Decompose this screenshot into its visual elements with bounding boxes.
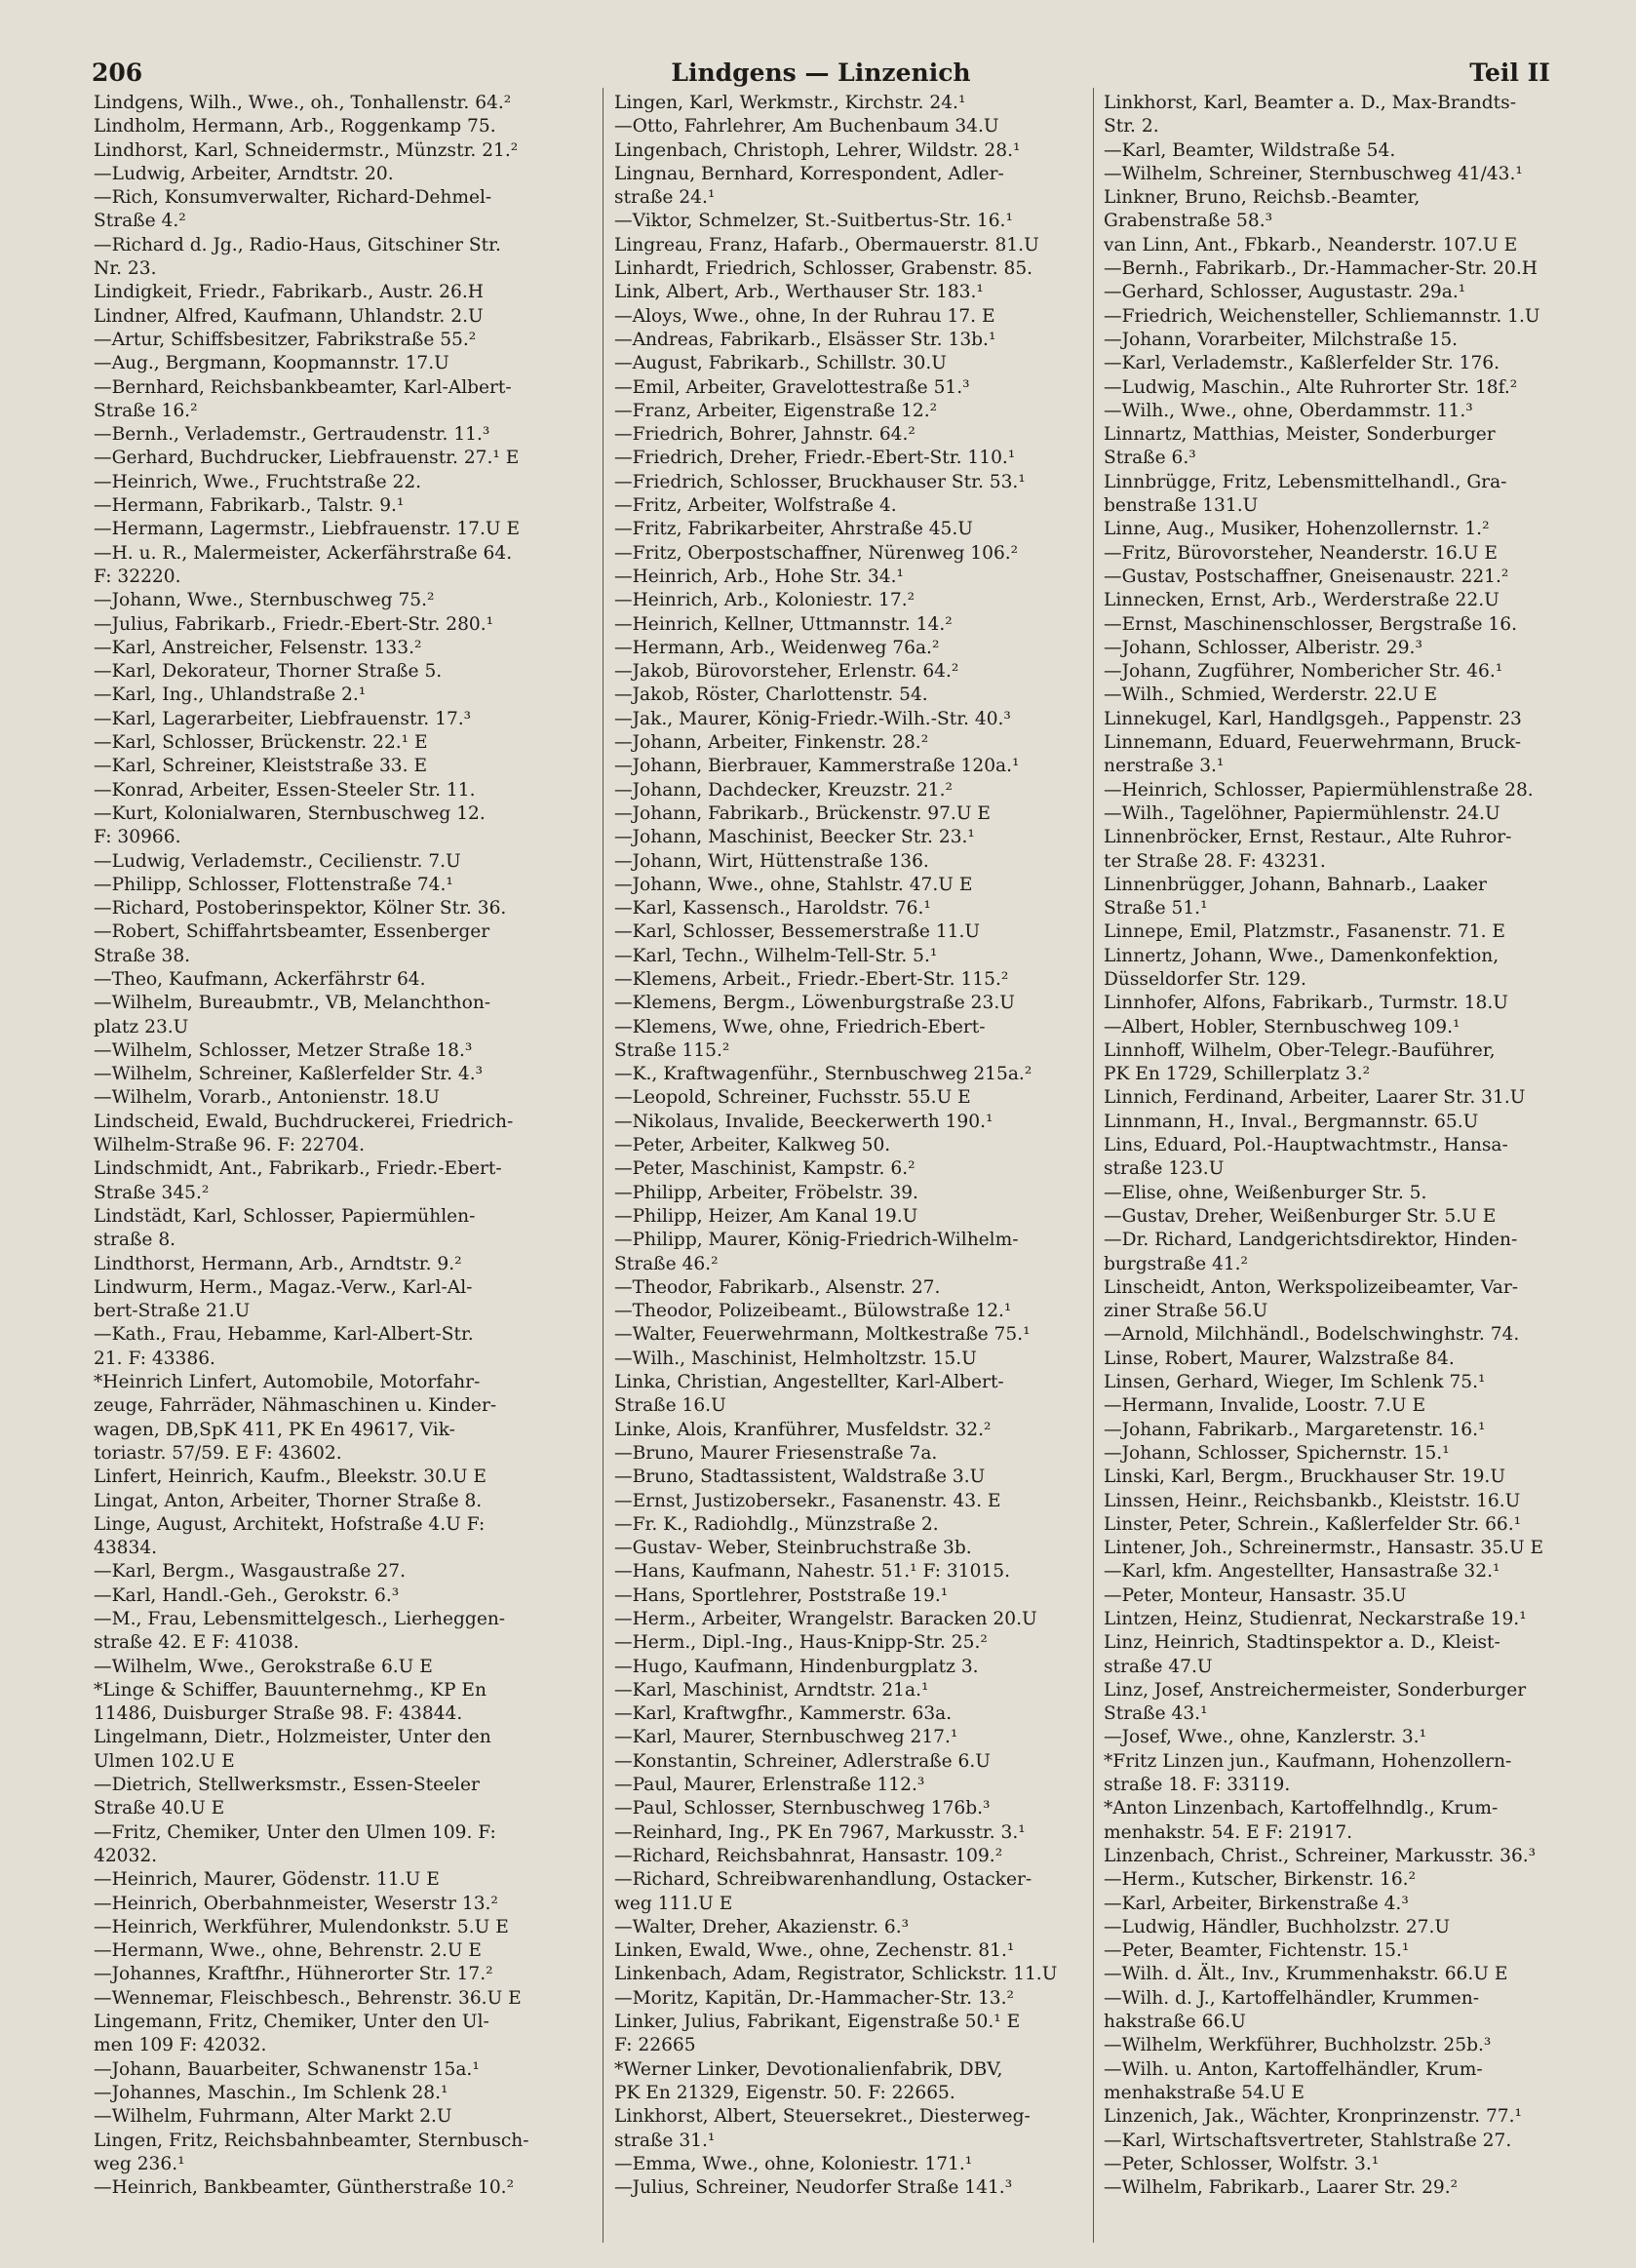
entry-line: Lindigkeit, Friedr., Fabrikarb., Austr. 26.H xyxy=(94,282,484,303)
entry-line: —Heinrich, Kellner, Uttmannstr. 14.² xyxy=(614,613,953,635)
entry-line: Ulmen 102.U E xyxy=(94,1750,235,1772)
entry-line: —Aloys, Wwe., ohne, In der Ruhrau 17. E xyxy=(614,305,995,327)
entry-line: *Linge & Schiffer, Bauunternehmg., KP En xyxy=(94,1679,487,1701)
entry-line: hakstraße 66.U xyxy=(1104,2012,1246,2033)
entry-line: Linster, Peter, Schrein., Kaßlerfelder Str. 66.¹ xyxy=(1104,1513,1522,1535)
entry-line: Straße 6.³ xyxy=(1104,448,1196,469)
entry-line: —Karl, Bergm., Wasgaustraße 27. xyxy=(94,1561,407,1583)
entry-line: —Paul, Maurer, Erlenstraße 112.³ xyxy=(614,1775,925,1796)
entry-line: —Wennemar, Fleischbesch., Behrenstr. 36.U E xyxy=(94,1987,522,2009)
entry-line: Lindner, Alfred, Kaufmann, Uhlandstr. 2.U xyxy=(94,305,484,327)
entry-line: *Anton Linzenbach, Kartoffelhndlg., Krum- xyxy=(1104,1798,1499,1819)
entry-line: straße 31.¹ xyxy=(614,2130,716,2151)
entry-line: —Wilhelm, Wwe., Gerokstraße 6.U E xyxy=(94,1656,433,1677)
entry-line: PK En 1729, Schillerplatz 3.² xyxy=(1104,1064,1371,1085)
entry-line: 21. F: 43386. xyxy=(94,1348,215,1369)
entry-line: —Dr. Richard, Landgerichtsdirektor, Hinden- xyxy=(1104,1230,1518,1251)
entry-line: *Werner Linker, Devotionalienfabrik, DBV, xyxy=(614,2058,1003,2080)
entry-line: —Arnold, Milchhändl., Bodelschwinghstr. 74. xyxy=(1104,1324,1520,1346)
entry-line: —K., Kraftwagenführ., Sternbuschweg 215a.² xyxy=(614,1064,1032,1085)
entry-line: Straße 16.U xyxy=(614,1395,726,1417)
entry-line: straße 47.U xyxy=(1104,1656,1213,1677)
entry-line: Lindwurm, Herm., Magaz.-Verw., Karl-Al- xyxy=(94,1276,473,1298)
entry-line: —Wilh., Tagelöhner, Papiermühlenstr. 24.U xyxy=(1104,802,1500,824)
entry-line: —Wilhelm, Schreiner, Kaßlerfelder Str. 4.³ xyxy=(94,1064,484,1085)
entry-line: —Fritz, Fabrikarbeiter, Ahrstraße 45.U xyxy=(614,519,973,540)
entry-line: —Andreas, Fabrikarb., Elsässer Str. 13b.¹ xyxy=(614,329,996,350)
entry-line: —Johann, Schlosser, Alberistr. 29.³ xyxy=(1104,637,1422,658)
entry-line: —Wilh. d. J., Kartoffelhändler, Krummen- xyxy=(1104,1987,1480,2009)
entry-line: *Fritz Linzen jun., Kaufmann, Hohenzollern- xyxy=(1104,1750,1512,1772)
entry-line: —Johann, Wwe., ohne, Stahlstr. 47.U E xyxy=(614,874,973,895)
entry-line: Linkhorst, Karl, Beamter a. D., Max-Brandts- xyxy=(1104,93,1516,113)
entry-line: Straße 43.¹ xyxy=(1104,1703,1208,1725)
entry-line: —Emil, Arbeiter, Gravelottestraße 51.³ xyxy=(614,376,970,398)
entry-line: —Johann, Wwe., Sternbuschweg 75.² xyxy=(94,590,435,611)
entry-line: Lingreau, Franz, Hafarb., Obermauerstr. 81.U xyxy=(614,234,1039,255)
entry-line: —Johann, Maschinist, Beecker Str. 23.¹ xyxy=(614,827,975,848)
entry-line: —Jak., Maurer, König-Friedr.-Wilh.-Str. 40.³ xyxy=(614,708,1011,729)
entry-line: Straße 38. xyxy=(94,945,191,966)
entry-line: —Karl, Wirtschaftsvertreter, Stahlstraße 27. xyxy=(1104,2130,1512,2151)
entry-line: Wilhelm-Straße 96. F: 22704. xyxy=(94,1135,365,1156)
entry-line: —Karl, kfm. Angestellter, Hansastraße 32.¹ xyxy=(1104,1561,1500,1583)
entry-line: bert-Straße 21.U xyxy=(94,1301,251,1322)
entry-line: Nr. 23. xyxy=(94,258,157,280)
entry-line: —Gustav, Postschaffner, Gneisenaustr. 221.² xyxy=(1104,566,1509,587)
entry-line: Linkhorst, Albert, Steuersekret., Diesterweg- xyxy=(614,2106,1031,2128)
entry-line: Linscheidt, Anton, Werkspolizeibeamter, Var- xyxy=(1104,1276,1518,1298)
entry-line: Lintzen, Heinz, Studienrat, Neckarstraße 19.¹ xyxy=(1104,1609,1527,1629)
entry-line: —Artur, Schiffsbesitzer, Fabrikstraße 55.² xyxy=(94,329,477,350)
column-divider xyxy=(603,88,604,2243)
entry-line: Linzenich, Jak., Wächter, Kronprinzenstr. 77.¹ xyxy=(1104,2106,1522,2128)
entry-line: Linke, Alois, Kranführer, Musfeldstr. 32.² xyxy=(614,1419,992,1440)
entry-line: —Bruno, Stadtassistent, Waldstraße 3.U xyxy=(614,1466,986,1488)
entry-line: —Johann, Bauarbeiter, Schwanenstr 15a.¹ xyxy=(94,2058,480,2080)
entry-line: Linnemann, Eduard, Feuerwehrmann, Bruck- xyxy=(1104,732,1522,754)
entry-line: —Klemens, Wwe, ohne, Friedrich-Ebert- xyxy=(614,1016,986,1037)
entry-line: —Theodor, Fabrikarb., Alsenstr. 27. xyxy=(614,1276,941,1298)
entry-line: —M., Frau, Lebensmittelgesch., Lierheggen- xyxy=(94,1609,506,1629)
entry-line: straße 42. E F: 41038. xyxy=(94,1632,299,1654)
entry-line: —Johann, Schlosser, Spichernstr. 15.¹ xyxy=(1104,1442,1450,1464)
entry-line: —Gustav- Weber, Steinbruchstraße 3b. xyxy=(614,1538,972,1559)
entry-line: —Wilhelm, Vorarb., Antonienstr. 18.U xyxy=(94,1087,440,1109)
entry-line: —Ludwig, Verlademstr., Cecilienstr. 7.U xyxy=(94,850,461,872)
entry-line: Linka, Christian, Angestellter, Karl-Albert- xyxy=(614,1372,1004,1393)
entry-line: —Fritz, Arbeiter, Wolfstraße 4. xyxy=(614,495,897,517)
entry-line: Linker, Julius, Fabrikant, Eigenstraße 50.¹ E xyxy=(614,2012,1021,2033)
entry-line: straße 123.U xyxy=(1104,1158,1225,1180)
entry-line: —Klemens, Arbeit., Friedr.-Ebert-Str. 115.² xyxy=(614,968,1009,990)
entry-line: —Philipp, Schlosser, Flottenstraße 74.¹ xyxy=(94,874,453,895)
entry-line: —Karl, Anstreicher, Felsenstr. 133.² xyxy=(94,637,422,658)
directory-column-2 xyxy=(614,92,1111,2237)
entry-line: —Bruno, Maurer Friesenstraße 7a. xyxy=(614,1442,938,1464)
part-label: Teil II xyxy=(1469,59,1550,87)
entry-line: Linhardt, Friedrich, Schlosser, Grabenstr. 85. xyxy=(614,258,1033,280)
page-header xyxy=(92,51,1550,96)
entry-line: —Robert, Schiffahrtsbeamter, Essenberger xyxy=(94,921,490,943)
entry-line: —Karl, Maurer, Sternbuschweg 217.¹ xyxy=(614,1727,958,1748)
entry-line: —Ernst, Justizobersekr., Fasanenstr. 43. E xyxy=(614,1490,1001,1511)
entry-line: —Heinrich, Schlosser, Papiermühlenstraße 28. xyxy=(1104,779,1534,801)
entry-line: —Karl, Verlademstr., Kaßlerfelder Str. 176. xyxy=(1104,353,1500,374)
entry-line: Lingenbach, Christoph, Lehrer, Wildstr. 28.¹ xyxy=(614,139,1021,161)
entry-line: straße 8. xyxy=(94,1230,176,1251)
entry-line: —Johann, Wirt, Hüttenstraße 136. xyxy=(614,850,929,872)
entry-line: ziner Straße 56.U xyxy=(1104,1301,1268,1322)
entry-line: —Heinrich, Arb., Hohe Str. 34.¹ xyxy=(614,566,904,587)
entry-line: —Klemens, Bergm., Löwenburgstraße 23.U xyxy=(614,993,1015,1014)
entry-line: —Elise, ohne, Weißenburger Str. 5. xyxy=(1104,1182,1427,1203)
entry-line: Straße 4.² xyxy=(94,211,186,232)
entry-line: Linnenbrügger, Johann, Bahnarb., Laaker xyxy=(1104,874,1487,895)
entry-line: Lintener, Joh., Schreinermstr., Hansastr. 35.U E xyxy=(1104,1538,1544,1559)
entry-line: —Aug., Bergmann, Koopmannstr. 17.U xyxy=(94,353,449,374)
entry-line: —Wilh. d. Ält., Inv., Krummenhakstr. 66.U E xyxy=(1104,1964,1508,1985)
entry-line: Lingen, Fritz, Reichsbahnbeamter, Sternbusch- xyxy=(94,2130,529,2151)
entry-line: Linfert, Heinrich, Kaufm., Bleekstr. 30.U E xyxy=(94,1466,487,1488)
entry-line: —Herm., Dipl.-Ing., Haus-Knipp-Str. 25.² xyxy=(614,1632,988,1654)
entry-line: —Johann, Arbeiter, Finkenstr. 28.² xyxy=(614,732,929,754)
entry-line: —Bernh., Fabrikarb., Dr.-Hammacher-Str. 20.H xyxy=(1104,258,1538,280)
entry-line: nerstraße 3.¹ xyxy=(1104,756,1225,777)
entry-line: —Philipp, Heizer, Am Kanal 19.U xyxy=(614,1205,918,1227)
entry-line: —Johannes, Maschin., Im Schlenk 28.¹ xyxy=(94,2082,448,2103)
entry-line: —Reinhard, Ing., PK En 7967, Markusstr. 3.¹ xyxy=(614,1821,1026,1843)
entry-line: Linkenbach, Adam, Registrator, Schlickstr. 11.U xyxy=(614,1964,1058,1985)
entry-line: Linnartz, Matthias, Meister, Sonderburger xyxy=(1104,424,1496,446)
entry-line: —Leopold, Schreiner, Fuchsstr. 55.U E xyxy=(614,1087,971,1109)
entry-line: —Franz, Arbeiter, Eigenstraße 12.² xyxy=(614,400,938,421)
entry-line: —Otto, Fahrlehrer, Am Buchenbaum 34.U xyxy=(614,116,999,137)
entry-line: Straße 40.U E xyxy=(94,1798,225,1819)
entry-line: —Albert, Hobler, Sternbuschweg 109.¹ xyxy=(1104,1016,1461,1037)
entry-line: Lindgens, Wilh., Wwe., oh., Tonhallenstr. 64.² xyxy=(94,93,512,113)
entry-line: Straße 51.¹ xyxy=(1104,898,1208,919)
entry-line: —Wilhelm, Werkführer, Buchholzstr. 25b.³ xyxy=(1104,2035,1492,2056)
entry-line: —Emma, Wwe., ohne, Koloniestr. 171.¹ xyxy=(614,2153,973,2174)
running-head: Lindgens — Linzenich xyxy=(671,59,971,87)
entry-line: Straße 345.² xyxy=(94,1182,210,1203)
entry-line: —Richard, Postoberinspektor, Kölner Str. 36. xyxy=(94,898,507,919)
entry-line: Düsseldorfer Str. 129. xyxy=(1104,968,1306,990)
entry-line: —Wilhelm, Fuhrmann, Alter Markt 2.U xyxy=(94,2106,452,2128)
entry-line: —Karl, Lagerarbeiter, Liebfrauenstr. 17.³ xyxy=(94,708,472,729)
entry-line: —Johannes, Kraftfhr., Hühnerorter Str. 17.² xyxy=(94,1964,493,1985)
entry-line: *Heinrich Linfert, Automobile, Motorfahr- xyxy=(94,1372,481,1393)
entry-line: benstraße 131.U xyxy=(1104,495,1259,517)
entry-line: —Philipp, Maurer, König-Friedrich-Wilhelm- xyxy=(614,1230,1019,1251)
entry-line: men 109 F: 42032. xyxy=(94,2035,267,2056)
entry-line: ter Straße 28. F: 43231. xyxy=(1104,850,1326,872)
entry-line: —Karl, Dekorateur, Thorner Straße 5. xyxy=(94,661,443,683)
entry-line: Lingat, Anton, Arbeiter, Thorner Straße 8. xyxy=(94,1490,483,1511)
entry-line: weg 236.¹ xyxy=(94,2153,185,2174)
entry-line: PK En 21329, Eigenstr. 50. F: 22665. xyxy=(614,2082,955,2103)
entry-line: —Kurt, Kolonialwaren, Sternbuschweg 12. xyxy=(94,802,486,824)
entry-line: —Dietrich, Stellwerksmstr., Essen-Steeler xyxy=(94,1775,480,1796)
entry-line: van Linn, Ant., Fbkarb., Neanderstr. 107.U E xyxy=(1104,234,1518,255)
entry-line: —Johann, Vorarbeiter, Milchstraße 15. xyxy=(1104,329,1459,350)
entry-line: —Wilh., Wwe., ohne, Oberdammstr. 11.³ xyxy=(1104,400,1473,421)
entry-line: —Heinrich, Maurer, Gödenstr. 11.U E xyxy=(94,1869,440,1891)
entry-line: —Johann, Dachdecker, Kreuzstr. 21.² xyxy=(614,779,953,801)
entry-line: —Peter, Beamter, Fichtenstr. 15.¹ xyxy=(1104,1940,1410,1962)
entry-line: —Hugo, Kaufmann, Hindenburgplatz 3. xyxy=(614,1656,979,1677)
entry-line: —Gerhard, Schlosser, Augustastr. 29a.¹ xyxy=(1104,282,1466,303)
entry-line: —Wilh., Schmied, Werderstr. 22.U E xyxy=(1104,684,1438,706)
entry-line: —Julius, Fabrikarb., Friedr.-Ebert-Str. 280.¹ xyxy=(94,613,494,635)
entry-line: —Hermann, Wwe., ohne, Behrenstr. 2.U E xyxy=(94,1940,483,1962)
entry-line: Linzenbach, Christ., Schreiner, Markusstr. 36.³ xyxy=(1104,1845,1537,1866)
entry-line: —Fritz, Chemiker, Unter den Ulmen 109. F: xyxy=(94,1821,496,1843)
entry-line: Straße 46.² xyxy=(614,1253,719,1274)
entry-line: —Peter, Schlosser, Wolfstr. 3.¹ xyxy=(1104,2153,1380,2174)
entry-line: —Hermann, Fabrikarb., Talstr. 9.¹ xyxy=(94,495,405,517)
entry-line: —Peter, Arbeiter, Kalkweg 50. xyxy=(614,1135,891,1156)
entry-line: —Karl, Kraftwgfhr., Kammerstr. 63a. xyxy=(614,1703,953,1725)
entry-line: —Richard, Schreibwarenhandlung, Ostacker- xyxy=(614,1869,1032,1891)
entry-line: Linnbrügge, Fritz, Lebensmittelhandl., Gra- xyxy=(1104,471,1507,492)
entry-line: —Wilhelm, Schlosser, Metzer Straße 18.³ xyxy=(94,1039,473,1061)
entry-line: Linge, August, Architekt, Hofstraße 4.U F: xyxy=(94,1513,486,1535)
entry-line: Lindschmidt, Ant., Fabrikarb., Friedr.-Ebert- xyxy=(94,1158,502,1180)
entry-line: burgstraße 41.² xyxy=(1104,1253,1249,1274)
entry-line: —Richard, Reichsbahnrat, Hansastr. 109.² xyxy=(614,1845,1003,1866)
entry-line: straße 18. F: 33119. xyxy=(1104,1775,1291,1796)
entry-line: Linz, Heinrich, Stadtinspektor a. D., Kleist- xyxy=(1104,1632,1500,1654)
entry-line: —Theodor, Polizeibeamt., Bülowstraße 12.¹ xyxy=(614,1301,1012,1322)
entry-line: —Herm., Kutscher, Birkenstr. 16.² xyxy=(1104,1869,1417,1891)
entry-line: —August, Fabrikarb., Schillstr. 30.U xyxy=(614,353,947,374)
entry-line: Linssen, Heinr., Reichsbankb., Kleiststr. 16.U xyxy=(1104,1490,1521,1511)
entry-line: —Karl, Arbeiter, Birkenstraße 4.³ xyxy=(1104,1893,1409,1914)
entry-line: —Karl, Techn., Wilhelm-Tell-Str. 5.¹ xyxy=(614,945,938,966)
entry-line: —Wilh. u. Anton, Kartoffelhändler, Krum- xyxy=(1104,2058,1483,2080)
entry-line: —Hermann, Invalide, Loostr. 7.U E xyxy=(1104,1395,1426,1417)
entry-line: straße 24.¹ xyxy=(614,187,716,209)
entry-line: Linkner, Bruno, Reichsb.-Beamter, xyxy=(1104,187,1421,209)
entry-line: —Moritz, Kapitän, Dr.-Hammacher-Str. 13.² xyxy=(614,1987,1014,2009)
entry-line: —Peter, Maschinist, Kampstr. 6.² xyxy=(614,1158,915,1180)
directory-column-3 xyxy=(1104,92,1601,2237)
entry-line: —Wilhelm, Bureaubmtr., VB, Melanchthon- xyxy=(94,993,491,1014)
entry-line: —Philipp, Arbeiter, Fröbelstr. 39. xyxy=(614,1182,918,1203)
entry-line: Linsen, Gerhard, Wieger, Im Schlenk 75.¹ xyxy=(1104,1372,1486,1393)
entry-line: —Ludwig, Arbeiter, Arndtstr. 20. xyxy=(94,163,394,184)
entry-line: —Julius, Schreiner, Neudorfer Straße 141.³ xyxy=(614,2177,1013,2199)
entry-line: —Heinrich, Werkführer, Mulendonkstr. 5.U E xyxy=(94,1916,509,1937)
entry-line: —Gerhard, Buchdrucker, Liebfrauenstr. 27.¹ E xyxy=(94,448,520,469)
entry-line: Lindholm, Hermann, Arb., Roggenkamp 75. xyxy=(94,116,496,137)
entry-line: —Hans, Kaufmann, Nahestr. 51.¹ F: 31015. xyxy=(614,1561,1010,1583)
entry-line: —Karl, Maschinist, Arndtstr. 21a.¹ xyxy=(614,1679,929,1701)
entry-line: —Fritz, Bürovorsteher, Neanderstr. 16.U E xyxy=(1104,542,1498,564)
entry-line: Linken, Ewald, Wwe., ohne, Zechenstr. 81.¹ xyxy=(614,1940,1015,1962)
entry-line: —Ludwig, Händler, Buchholzstr. 27.U xyxy=(1104,1916,1451,1937)
entry-line: —Ernst, Maschinenschlosser, Bergstraße 16. xyxy=(1104,613,1517,635)
entry-line: 42032. xyxy=(94,1845,158,1866)
entry-line: platz 23.U xyxy=(94,1016,189,1037)
entry-line: Lingemann, Fritz, Chemiker, Unter den Ul- xyxy=(94,2012,489,2033)
entry-line: —Ludwig, Maschin., Alte Ruhrorter Str. 18f.² xyxy=(1104,376,1518,398)
entry-line: —Heinrich, Oberbahnmeister, Weserstr 13.² xyxy=(94,1893,498,1914)
entry-line: —Fr. K., Radiohdlg., Münzstraße 2. xyxy=(614,1513,939,1535)
entry-line: Lindthorst, Hermann, Arb., Arndtstr. 9.² xyxy=(94,1253,462,1274)
entry-line: —Johann, Zugführer, Nombericher Str. 46.¹ xyxy=(1104,661,1503,683)
entry-line: —Karl, Schreiner, Kleiststraße 33. E xyxy=(94,756,428,777)
entry-line: —Josef, Wwe., ohne, Kanzlerstr. 3.¹ xyxy=(1104,1727,1427,1748)
entry-line: —Friedrich, Schlosser, Bruckhauser Str. 53.¹ xyxy=(614,471,1026,492)
entry-line: Linnenbröcker, Ernst, Restaur., Alte Ruhror- xyxy=(1104,827,1512,848)
entry-line: F: 22665 xyxy=(614,2035,696,2056)
entry-line: —Heinrich, Bankbeamter, Güntherstraße 10.² xyxy=(94,2177,515,2199)
entry-line: Str. 2. xyxy=(1104,116,1159,137)
entry-line: —Bernhard, Reichsbankbeamter, Karl-Albert- xyxy=(94,376,512,398)
entry-line: zeuge, Fahrräder, Nähmaschinen u. Kinder- xyxy=(94,1395,497,1417)
entry-line: —Heinrich, Arb., Koloniestr. 17.² xyxy=(614,590,915,611)
entry-line: —Friedrich, Weichensteller, Schliemannstr. 1.U xyxy=(1104,305,1540,327)
entry-line: —Kath., Frau, Hebamme, Karl-Albert-Str. xyxy=(94,1324,474,1346)
entry-line: —Theo, Kaufmann, Ackerfährstr 64. xyxy=(94,968,426,990)
entry-line: —Fritz, Oberpostschaffner, Nürenweg 106.² xyxy=(614,542,1019,564)
entry-line: Lingnau, Bernhard, Korrespondent, Adler- xyxy=(614,163,1004,184)
entry-line: 43834. xyxy=(94,1538,158,1559)
entry-line: —Jakob, Bürovorsteher, Erlenstr. 64.² xyxy=(614,661,959,683)
entry-line: —Johann, Bierbrauer, Kammerstraße 120a.¹ xyxy=(614,756,1020,777)
entry-line: Linz, Josef, Anstreichermeister, Sonderburger xyxy=(1104,1679,1527,1701)
entry-line: Linnmann, H., Inval., Bergmannstr. 65.U xyxy=(1104,1111,1479,1132)
entry-line: —Konstantin, Schreiner, Adlerstraße 6.U xyxy=(614,1750,991,1772)
entry-line: Linnekugel, Karl, Handlgsgeh., Pappenstr. 23 xyxy=(1104,708,1522,729)
entry-line: —Karl, Beamter, Wildstraße 54. xyxy=(1104,139,1396,161)
entry-line: Linne, Aug., Musiker, Hohenzollernstr. 1.² xyxy=(1104,519,1490,540)
entry-line: Linnepe, Emil, Platzmstr., Fasanenstr. 71. E xyxy=(1104,921,1505,943)
entry-line: Lins, Eduard, Pol.-Hauptwachtmstr., Hansa- xyxy=(1104,1135,1508,1156)
entry-line: 11486, Duisburger Straße 98. F: 43844. xyxy=(94,1703,463,1725)
entry-line: —Herm., Arbeiter, Wrangelstr. Baracken 20.U xyxy=(614,1609,1037,1629)
entry-line: —Nikolaus, Invalide, Beeckerwerth 190.¹ xyxy=(614,1111,993,1132)
entry-line: Linnhoff, Wilhelm, Ober-Telegr.-Bauführer, xyxy=(1104,1039,1496,1061)
entry-line: menhakstraße 54.U E xyxy=(1104,2082,1305,2103)
entry-line: —Hermann, Lagermstr., Liebfrauenstr. 17.U E xyxy=(94,519,521,540)
entry-line: —Bernh., Verlademstr., Gertraudenstr. 11.³ xyxy=(94,424,490,446)
entry-line: —Gustav, Dreher, Weißenburger Str. 5.U E xyxy=(1104,1205,1497,1227)
entry-line: toriastr. 57/59. E F: 43602. xyxy=(94,1442,342,1464)
entry-line: —Karl, Schlosser, Brückenstr. 22.¹ E xyxy=(94,732,428,754)
entry-line: —Karl, Ing., Uhlandstraße 2.¹ xyxy=(94,684,367,706)
directory-column-1 xyxy=(94,92,591,2237)
entry-line: —Friedrich, Bohrer, Jahnstr. 64.² xyxy=(614,424,915,446)
entry-line: Straße 16.² xyxy=(94,400,198,421)
entry-line: —Wilh., Maschinist, Helmholtzstr. 15.U xyxy=(614,1348,977,1369)
entry-line: Lindstädt, Karl, Schlosser, Papiermühlen- xyxy=(94,1205,476,1227)
entry-line: Linnich, Ferdinand, Arbeiter, Laarer Str. 31.U xyxy=(1104,1087,1526,1109)
entry-line: wagen, DB,SpK 411, PK En 49617, Vik- xyxy=(94,1419,455,1440)
entry-line: —Karl, Schlosser, Bessemerstraße 11.U xyxy=(614,921,981,943)
entry-line: Linnecken, Ernst, Arb., Werderstraße 22.U xyxy=(1104,590,1500,611)
entry-line: —Paul, Schlosser, Sternbuschweg 176b.³ xyxy=(614,1798,991,1819)
entry-line: Link, Albert, Arb., Werthauser Str. 183.¹ xyxy=(614,282,984,303)
entry-line: —Viktor, Schmelzer, St.-Suitbertus-Str. 16.¹ xyxy=(614,211,1013,232)
entry-line: F: 30966. xyxy=(94,827,181,848)
entry-line: Linnertz, Johann, Wwe., Damenkonfektion, xyxy=(1104,945,1500,966)
entry-line: Grabenstraße 58.³ xyxy=(1104,211,1273,232)
entry-line: —Richard d. Jg., Radio-Haus, Gitschiner Str. xyxy=(94,234,501,255)
entry-line: —Wilhelm, Fabrikarb., Laarer Str. 29.² xyxy=(1104,2177,1459,2199)
entry-line: Lingen, Karl, Werkmstr., Kirchstr. 24.¹ xyxy=(614,93,966,113)
entry-line: Lindhorst, Karl, Schneidermstr., Münzstr. 21.² xyxy=(94,139,519,161)
entry-line: Straße 115.² xyxy=(614,1039,730,1061)
entry-line: —Karl, Kassensch., Haroldstr. 76.¹ xyxy=(614,898,931,919)
entry-line: —Jakob, Röster, Charlottenstr. 54. xyxy=(614,684,928,706)
entry-line: —Hermann, Arb., Weidenweg 76a.² xyxy=(614,637,940,658)
entry-line: Lingelmann, Dietr., Holzmeister, Unter den xyxy=(94,1727,491,1748)
entry-line: Lindscheid, Ewald, Buchdruckerei, Friedrich- xyxy=(94,1111,514,1132)
entry-line: —Johann, Fabrikarb., Margaretenstr. 16.¹ xyxy=(1104,1419,1486,1440)
entry-line: —Friedrich, Dreher, Friedr.-Ebert-Str. 110.¹ xyxy=(614,448,1016,469)
page-number: 206 xyxy=(92,59,143,87)
entry-line: menhakstr. 54. E F: 21917. xyxy=(1104,1821,1353,1843)
entry-line: —Rich, Konsumverwalter, Richard-Dehmel- xyxy=(94,187,492,209)
entry-line: —Peter, Monteur, Hansastr. 35.U xyxy=(1104,1584,1407,1606)
entry-line: —H. u. R., Malermeister, Ackerfährstraße 64. xyxy=(94,542,513,564)
entry-line: Linski, Karl, Bergm., Bruckhauser Str. 19.U xyxy=(1104,1466,1506,1488)
entry-line: Linse, Robert, Maurer, Walzstraße 84. xyxy=(1104,1348,1455,1369)
entry-line: —Walter, Feuerwehrmann, Moltkestraße 75.¹ xyxy=(614,1324,1031,1346)
entry-line: Linnhofer, Alfons, Fabrikarb., Turmstr. 18.U xyxy=(1104,993,1508,1014)
entry-line: —Walter, Dreher, Akazienstr. 6.³ xyxy=(614,1916,910,1937)
entry-line: —Wilhelm, Schreiner, Sternbuschweg 41/43.¹ xyxy=(1104,163,1523,184)
entry-line: —Konrad, Arbeiter, Essen-Steeler Str. 11. xyxy=(94,779,476,801)
entry-line: —Johann, Fabrikarb., Brückenstr. 97.U E xyxy=(614,802,992,824)
entry-line: weg 111.U E xyxy=(614,1893,733,1914)
entry-line: —Karl, Handl.-Geh., Gerokstr. 6.³ xyxy=(94,1584,400,1606)
entry-line: F: 32220. xyxy=(94,566,181,587)
entry-line: —Hans, Sportlehrer, Poststraße 19.¹ xyxy=(614,1584,949,1606)
entry-line: —Heinrich, Wwe., Fruchtstraße 22. xyxy=(94,471,422,492)
